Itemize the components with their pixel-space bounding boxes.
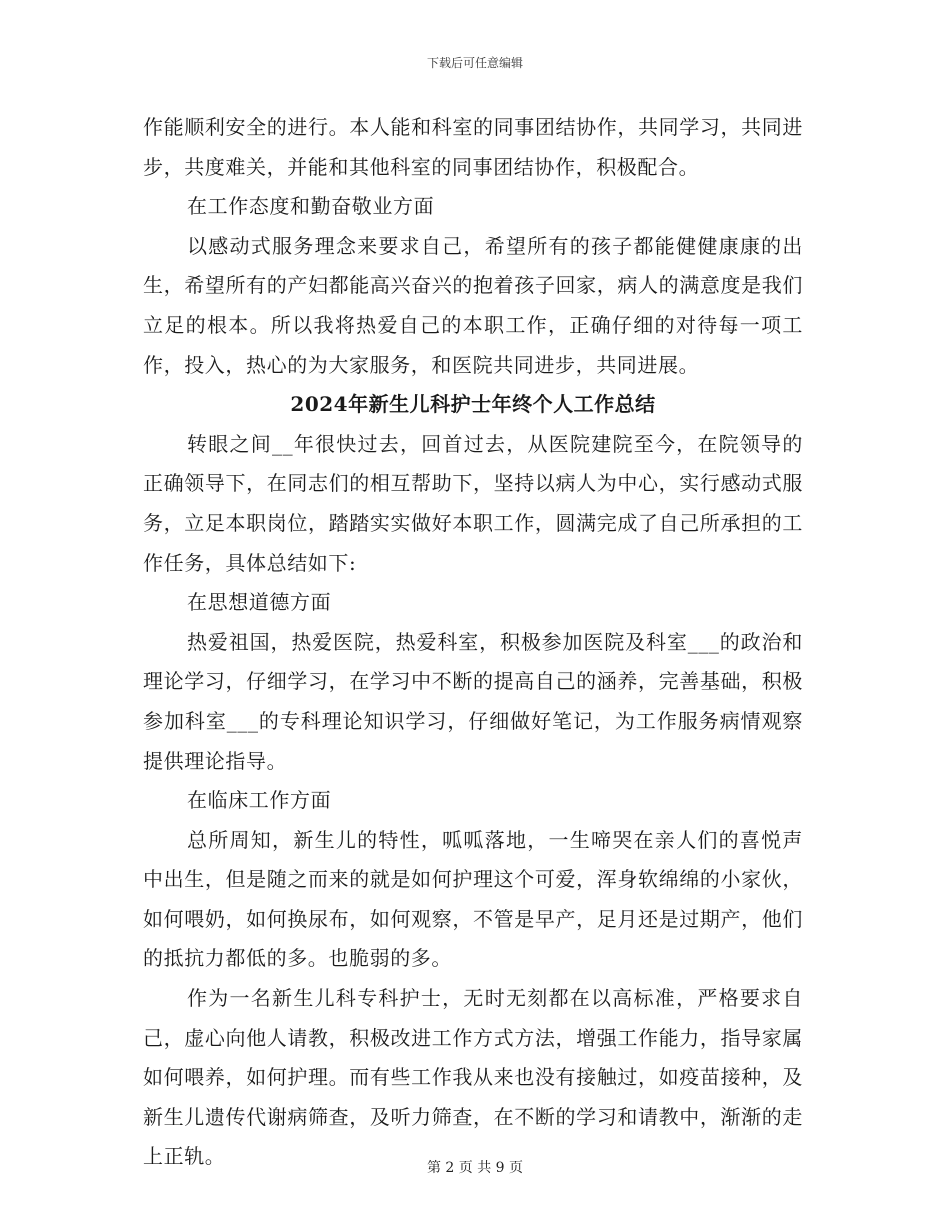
paragraph-newborn: 总所周知，新生儿的特性，呱呱落地，一生啼哭在亲人们的喜悦声中出生，但是随之而来的就是如何护理这个可爱，浑身软绵绵的小家伙，如何喂奶，如何换尿布，如何观察，不管是早产，足月还是过期产，他们的抵抗力都低的多。也脆弱的多。 (143, 827, 803, 971)
header-note: 下载后可任意编辑 (426, 56, 523, 70)
page-footer: 第 2 页 共 9 页 (426, 1160, 524, 1176)
paragraph-moral: 热爱祖国，热爱医院，热爱科室，积极参加医院及科室___的政治和理论学习，仔细学习，在学习中不断的提高自己的涵养，完善基础，积极参加科室___的专科理论知识学习，仔细做好笔记，为工作服务病情观察提供理论指导。 (143, 629, 803, 773)
paragraph-nurse-role: 作为一名新生儿科专科护士，无时无刻都在以高标准，严格要求自己，虚心向他人请教，积极改进工作方式方法，增强工作能力，指导家属如何喂养，如何护理。而有些工作我从来也没有接触过，如疫苗接种，及新生儿遗传代谢病筛查，及听力筛查，在不断的学习和请教中，渐渐的走上正轨。 (143, 986, 803, 1169)
section-title: 2024年新生儿科护士年终个人工作总结 (290, 392, 656, 417)
paragraph-continuation: 作能顺利安全的进行。本人能和科室的同事团结协作，共同学习，共同进步，共度难关，并能和其他科室的同事团结协作，积极配合。 (143, 115, 803, 179)
section-label-clinical: 在临床工作方面 (187, 788, 332, 813)
section-label-moral: 在思想道德方面 (187, 590, 332, 615)
paragraph-intro: 转眼之间__年很快过去，回首过去，从医院建院至今，在院领导的正确领导下，在同志们的相互帮助下，坚持以病人为中心，实行感动式服务，立足本职岗位，踏踏实实做好本职工作，圆满完成了自己所承担的工作任务，具体总结如下: (143, 431, 803, 575)
section-label-work-attitude: 在工作态度和勤奋敬业方面 (187, 194, 435, 219)
document-body (143, 108, 803, 1177)
paragraph-service-philosophy: 以感动式服务理念来要求自己，希望所有的孩子都能健健康康的出生，希望所有的产妇都能高兴奋兴的抱着孩子回家，病人的满意度是我们立足的根本。所以我将热爱自己的本职工作，正确仔细的对待每一项工作，投入，热心的为大家服务，和医院共同进步，共同进展。 (143, 233, 803, 377)
